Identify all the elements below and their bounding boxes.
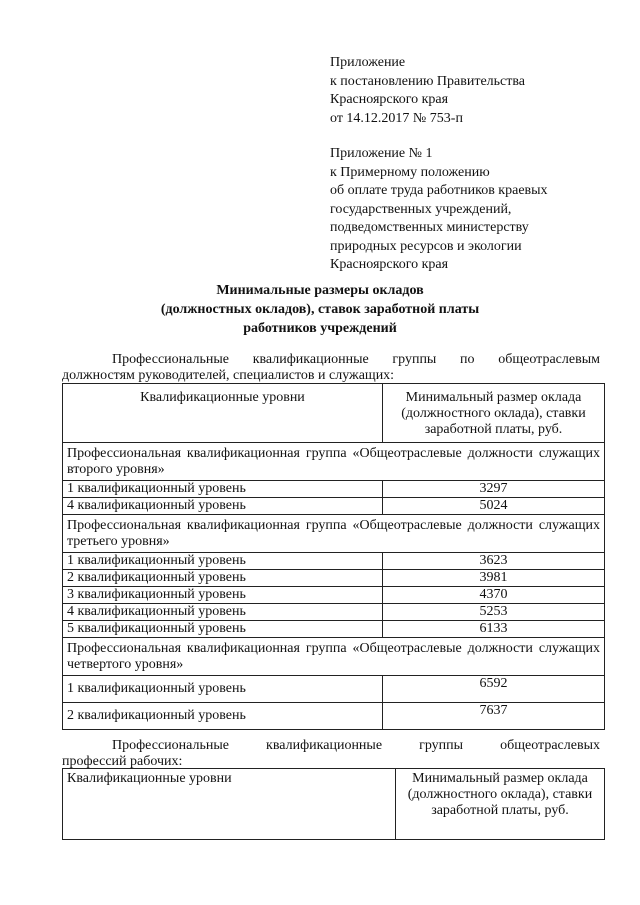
value-cell: 4370 (383, 587, 605, 604)
value-cell: 5253 (383, 604, 605, 621)
appendix-line: Приложение № 1 (330, 146, 433, 161)
intro-word: группы (419, 738, 464, 753)
group-name: Профессиональная квалификационная группа «Общеотраслевые должности служащих третьего уровня» (63, 515, 605, 553)
level-cell: 1 квалификационный уровень (63, 481, 383, 498)
table-row (63, 498, 605, 515)
salary-table-workers (62, 768, 605, 840)
level-cell: 1 квалификационный уровень (63, 676, 383, 703)
group-row (63, 515, 605, 553)
value-cell: 7637 (383, 703, 605, 730)
table-row (63, 481, 605, 498)
appendix-line: от 14.12.2017 № 753-п (330, 110, 463, 126)
value-cell: 5024 (383, 498, 605, 515)
appendix-one-block (330, 145, 548, 275)
intro-word: общеотраслевым (498, 352, 600, 367)
level-cell: 5 квалификационный уровень (63, 621, 383, 638)
intro-word: по (460, 352, 475, 367)
salary-table-employees (62, 383, 605, 730)
column-header-levels: Квалификационные уровни (63, 384, 383, 443)
intro-line-2: профессий рабочих: (62, 754, 183, 769)
appendix-main-block (330, 54, 525, 128)
table-row (63, 553, 605, 570)
group-row (63, 443, 605, 481)
level-cell: 2 квалификационный уровень (63, 703, 383, 730)
column-header-levels: Квалификационные уровни (63, 769, 396, 840)
appendix-line: государственных учреждений, (330, 201, 512, 217)
column-header-salary: Минимальный размер оклада (должностного оклада), ставки заработной платы, руб. (383, 384, 605, 443)
group-name: Профессиональная квалификационная группа «Общеотраслевые должности служащих четвертого уровня» (63, 638, 605, 676)
appendix-line: природных ресурсов и экологии (330, 238, 522, 254)
table-row (63, 604, 605, 621)
document-title (0, 281, 640, 338)
level-cell: 2 квалификационный уровень (63, 570, 383, 587)
table-row (63, 676, 605, 703)
appendix-line: Приложение (330, 55, 406, 70)
intro-word: общеотраслевых (500, 738, 600, 753)
column-header-salary: Минимальный размер оклада (должностного оклада), ставки заработной платы, руб. (396, 769, 605, 840)
title-line: Минимальные размеры окладов (216, 283, 424, 298)
value-cell: 6133 (383, 621, 605, 638)
intro-word: Профессиональные (112, 738, 229, 753)
appendix-line: об оплате труда работников краевых (330, 183, 548, 198)
title-line: работников учреждений (243, 321, 397, 336)
table-row (63, 570, 605, 587)
level-cell: 3 квалификационный уровень (63, 587, 383, 604)
section1-intro (62, 352, 600, 384)
table-row (63, 587, 605, 604)
value-cell: 3623 (383, 553, 605, 570)
table-row (63, 621, 605, 638)
level-cell: 1 квалификационный уровень (63, 553, 383, 570)
value-cell: 3297 (383, 481, 605, 498)
value-cell: 6592 (383, 676, 605, 703)
group-name: Профессиональная квалификационная группа «Общеотраслевые должности служащих второго уровня» (63, 443, 605, 481)
table-row (63, 703, 605, 730)
appendix-line: к постановлению Правительства (330, 73, 526, 89)
intro-word: группы (392, 352, 437, 367)
value-cell: 3981 (383, 570, 605, 587)
section2-intro (62, 738, 600, 770)
level-cell: 4 квалификационный уровень (63, 604, 383, 621)
level-cell: 4 квалификационный уровень (63, 498, 383, 515)
intro-word: квалификационные (252, 352, 369, 367)
title-line: (должностных окладов), ставок заработной платы (160, 302, 480, 317)
intro-word: квалификационные (266, 738, 383, 753)
appendix-line: подведомственных министерству (330, 220, 529, 235)
appendix-line: Красноярского края (330, 92, 449, 107)
appendix-line: к Примерному положению (330, 164, 490, 180)
intro-word: Профессиональные (112, 352, 229, 367)
group-row (63, 638, 605, 676)
appendix-line: Красноярского края (330, 257, 449, 272)
intro-line-2: должностям руководителей, специалистов и служащих: (62, 368, 395, 383)
